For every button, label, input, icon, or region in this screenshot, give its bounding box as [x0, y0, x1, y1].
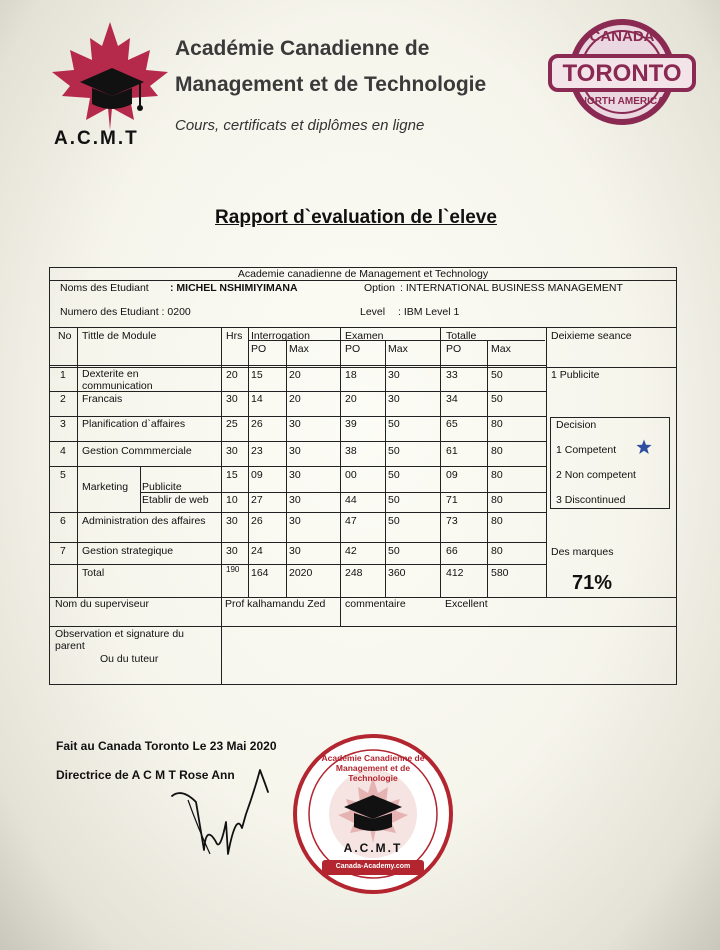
header-totalle: Totalle [446, 330, 477, 342]
observation-tutor: Ou du tuteur [100, 653, 159, 665]
row-hrs: 15 [226, 469, 238, 481]
header-interro-po: PO [251, 343, 267, 355]
row-no: 1 [60, 369, 66, 381]
row-interro-max: 30 [289, 545, 301, 557]
header-examen: Examen [345, 330, 384, 342]
place-date: Fait au Canada Toronto Le 23 Mai 2020 [56, 739, 277, 753]
row-interro-po: 26 [251, 515, 263, 527]
total-label: Total [82, 567, 105, 579]
header-module: Tittle de Module [82, 330, 157, 342]
row-interro-po: 09 [251, 469, 263, 481]
row-module: Marketing [82, 481, 129, 493]
comment-value: Excellent [445, 598, 488, 610]
row-interro-po: 27 [251, 494, 263, 506]
row-total-po: 65 [446, 418, 458, 430]
row-no: 4 [60, 445, 66, 457]
row-interro-max: 30 [289, 469, 301, 481]
row-hrs: 30 [226, 545, 238, 557]
report-title: Rapport d`evaluation de l`eleve [215, 207, 497, 228]
row-total-max: 50 [491, 369, 503, 381]
row-total-po: 61 [446, 445, 458, 457]
header-exam-po: PO [345, 343, 361, 355]
header-title-line1: Académie Canadienne de [175, 37, 430, 60]
acmt-logo [50, 20, 170, 150]
institution-name: Academie canadienne de Management et Technology [237, 268, 489, 280]
total-exam-po: 248 [345, 567, 363, 579]
header-total-po: PO [446, 343, 462, 355]
sub-module-name: Publicite [142, 481, 182, 493]
row-no: 2 [60, 393, 66, 405]
row-interro-po: 24 [251, 545, 263, 557]
row-exam-max: 50 [388, 494, 400, 506]
stamp-middle-text: TORONTO [562, 60, 682, 87]
row-exam-max: 30 [388, 393, 400, 405]
row-hrs: 30 [226, 515, 238, 527]
side-publicite: 1 Publicite [551, 369, 600, 381]
header-hrs: Hrs [226, 330, 243, 342]
stamp-top-text: CANADA [589, 28, 655, 45]
total-total-po: 412 [446, 567, 464, 579]
director-line: Directrice de A C M T Rose Ann [56, 768, 235, 782]
sub-module-name: Etablir de web [142, 494, 209, 506]
row-total-max: 50 [491, 393, 503, 405]
row-module: Francais [82, 393, 123, 405]
seal-url: Canada-Academy.com [335, 863, 411, 870]
row-module: Gestion Commmerciale [82, 445, 192, 457]
comment-label: commentaire [345, 598, 406, 610]
row-interro-max: 30 [289, 515, 301, 527]
row-no: 5 [60, 469, 66, 481]
total-exam-max: 360 [388, 567, 406, 579]
header-seance: Deixieme seance [551, 330, 632, 342]
row-exam-po: 47 [345, 515, 357, 527]
header-interrogation: Interrogation [251, 330, 310, 342]
row-total-max: 80 [491, 445, 503, 457]
row-interro-max: 30 [289, 418, 301, 430]
row-total-po: 66 [446, 545, 458, 557]
row-total-max: 80 [491, 469, 503, 481]
row-module: Administration des affaires [82, 515, 206, 527]
total-interro-po: 164 [251, 567, 269, 579]
row-interro-max: 30 [289, 445, 301, 457]
row-exam-max: 50 [388, 469, 400, 481]
marks-value: 71% [572, 572, 613, 594]
star-icon [636, 439, 652, 455]
header-exam-max: Max [388, 343, 408, 355]
logo-text: A.C.M.T [54, 128, 139, 149]
row-exam-po: 38 [345, 445, 357, 457]
row-exam-po: 39 [345, 418, 357, 430]
row-interro-max: 20 [289, 369, 301, 381]
row-exam-max: 50 [388, 515, 400, 527]
header-interro-max: Max [289, 343, 309, 355]
row-total-max: 80 [491, 494, 503, 506]
level-value: : IBM Level 1 [398, 306, 460, 318]
row-hrs: 25 [226, 418, 238, 430]
row-interro-po: 23 [251, 445, 263, 457]
observation-text: Observation et signature du parent [55, 628, 184, 652]
signature [162, 762, 292, 867]
row-hrs: 20 [226, 369, 238, 381]
row-exam-po: 42 [345, 545, 357, 557]
toronto-stamp [546, 16, 698, 126]
row-interro-max: 20 [289, 393, 301, 405]
decision-option-2: 2 Non competent [556, 469, 636, 481]
header-tagline: Cours, certificats et diplômes en ligne [175, 117, 425, 134]
row-total-po: 73 [446, 515, 458, 527]
row-no: 7 [60, 545, 66, 557]
seal-ring-text: Académie Canadienne de Management et de Technologie [321, 753, 425, 783]
row-no: 6 [60, 515, 66, 527]
row-hrs: 10 [226, 494, 238, 506]
row-exam-max: 30 [388, 369, 400, 381]
option-label: Option [364, 282, 395, 294]
row-hrs: 30 [226, 445, 238, 457]
supervisor-name: Prof kalhamandu Zed [225, 598, 326, 610]
row-no: 3 [60, 418, 66, 430]
row-exam-po: 20 [345, 393, 357, 405]
row-module: Planification d`affaires [82, 418, 186, 430]
student-name-label: Noms des Etudiant [60, 282, 149, 294]
header-title-line2: Management et de Technologie [175, 73, 487, 96]
signature-icon [162, 762, 292, 867]
academy-seal [292, 733, 454, 895]
stamp-bottom-text: NORTH AMERICA [579, 96, 665, 107]
row-interro-po: 15 [251, 369, 263, 381]
row-exam-max: 50 [388, 445, 400, 457]
student-number: Numero des Etudiant : 0200 [60, 306, 191, 318]
row-total-po: 33 [446, 369, 458, 381]
total-total-max: 580 [491, 567, 509, 579]
row-hrs: 30 [226, 393, 238, 405]
row-total-max: 80 [491, 515, 503, 527]
row-total-po: 34 [446, 393, 458, 405]
supervisor-label: Nom du superviseur [55, 598, 149, 610]
decision-label: Decision [556, 419, 597, 431]
option-value: : INTERNATIONAL BUSINESS MANAGEMENT [400, 282, 623, 294]
total-interro-max: 2020 [289, 567, 313, 579]
level-label: Level [360, 306, 386, 318]
row-module: Gestion strategique [82, 545, 174, 557]
row-interro-po: 26 [251, 418, 263, 430]
total-hrs: 190 [226, 565, 240, 574]
row-total-po: 71 [446, 494, 458, 506]
row-exam-po: 44 [345, 494, 357, 506]
row-exam-max: 50 [388, 418, 400, 430]
seal-center-text: A.C.M.T [343, 841, 403, 855]
row-exam-po: 18 [345, 369, 357, 381]
decision-option-1: 1 Competent [556, 444, 617, 456]
row-interro-max: 30 [289, 494, 301, 506]
header-total-max: Max [491, 343, 511, 355]
row-interro-po: 14 [251, 393, 263, 405]
row-total-po: 09 [446, 469, 458, 481]
row-total-max: 80 [491, 418, 503, 430]
row-exam-po: 00 [345, 469, 357, 481]
student-name-value: : MICHEL NSHIMIYIMANA [170, 282, 298, 294]
row-module: Dexterite en communication [82, 368, 153, 392]
row-total-max: 80 [491, 545, 503, 557]
decision-option-3: 3 Discontinued [556, 494, 626, 506]
row-exam-max: 50 [388, 545, 400, 557]
header-no: No [58, 330, 72, 342]
marks-label: Des marques [551, 546, 614, 558]
